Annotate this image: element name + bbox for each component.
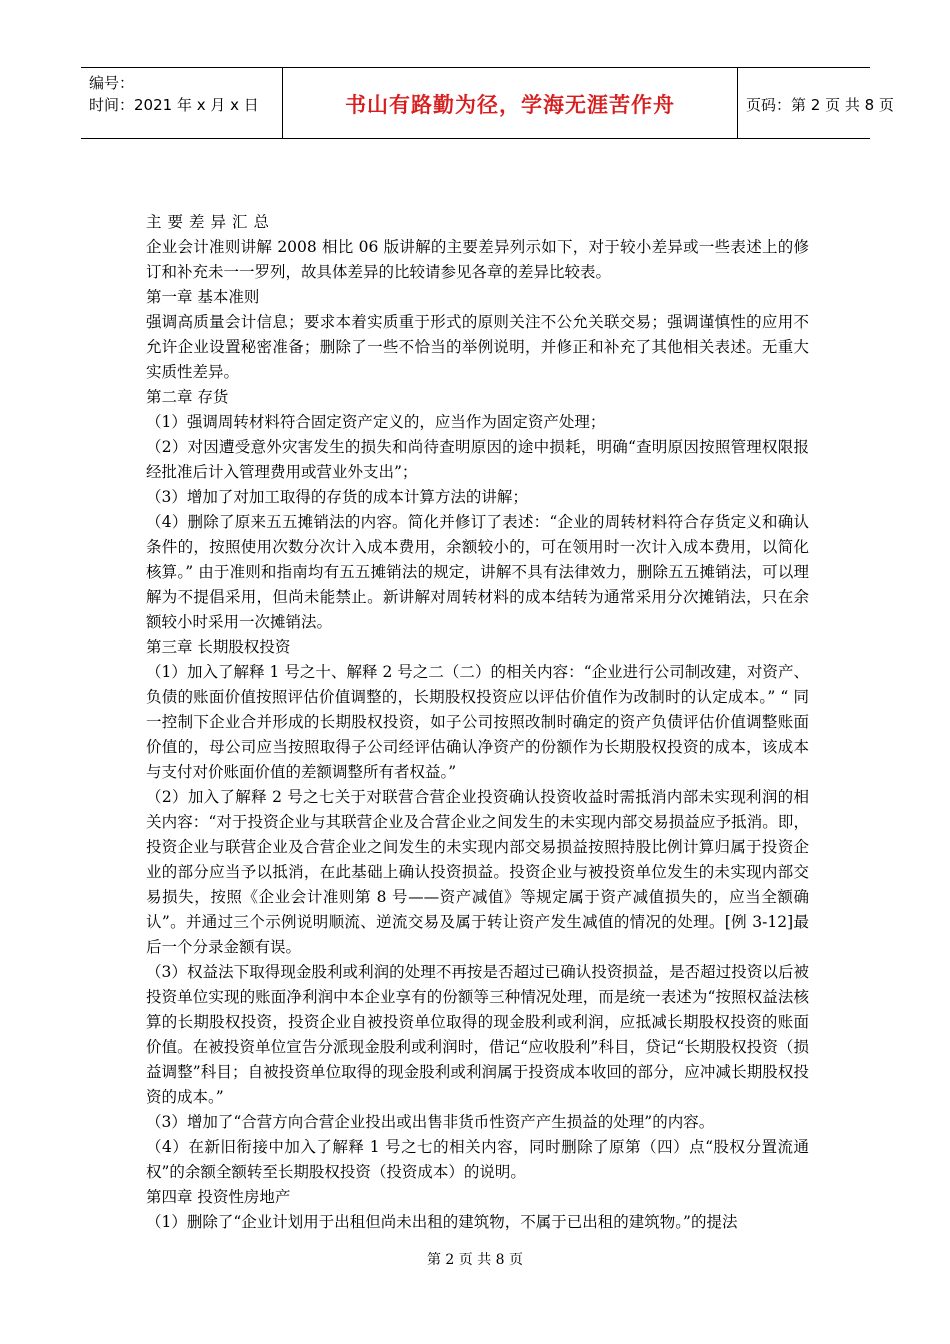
list-item: （4）删除了原来五五摊销法的内容。简化并修订了表述：“企业的周转材料符合存货定义和确认条件的，按照使用次数分次计入成本费用，余额较小的，可在领用时一次计入成本费用，以简化核算。” 由于准则和指南均有五五摊销法的规定，讲解不具有法律效力，删除五五摊销法，可以理解为不提倡采用，但尚未能禁止。新讲解对周转材料的成本结转为通常采用分次摊销法，只在余额较小时采用一次摊销法。	[146, 513, 809, 631]
chapter-heading: 第三章 长期股权投资	[146, 638, 291, 656]
document-number-label: 编号：	[89, 74, 135, 92]
list-item: （1）强调周转材料符合固定资产定义的，应当作为固定资产处理；	[146, 413, 606, 431]
page-footer: 第 2 页 共 8 页	[426, 1252, 524, 1268]
chapter-heading: 第二章 存货	[146, 388, 229, 406]
list-item: （3）增加了“合营方向合营企业投出或出售非货币性资产产生损益的处理”的内容。	[146, 1113, 715, 1131]
document-date-label: 时间：2021 年 x 月 x 日	[89, 96, 259, 114]
chapter-heading: 第四章 投资性房地产	[146, 1188, 291, 1206]
header-page-cell	[738, 68, 894, 138]
list-item: （4）在新旧衔接中加入了解释 1 号之七的相关内容，同时删除了原第（四）点“股权分置流通权”的余额全额转至长期股权投资（投资成本）的说明。	[146, 1138, 809, 1181]
intro-paragraph: 企业会计准则讲解 2008 相比 06 版讲解的主要差异列示如下，对于较小差异或一些表述上的修订和补充未一一罗列，故具体差异的比较请参见各章的差异比较表。	[146, 238, 809, 281]
header-meta-cell	[81, 68, 283, 138]
list-item: （2）对因遭受意外灾害发生的损失和尚待查明原因的途中损耗，明确“查明原因按照管理权限报经批准后计入管理费用或营业外支出”；	[146, 438, 809, 481]
chapter-heading: 第一章 基本准则	[146, 288, 260, 306]
section-title: 主要差异汇总	[146, 213, 276, 231]
paragraph: 强调高质量会计信息；要求本着实质重于形式的原则关注不公允关联交易；强调谨慎性的应用不允许企业设置秘密准备；删除了一些不恰当的举例说明，并修正和补充了其他相关表述。无重大实质性差异。	[146, 313, 809, 381]
page-header	[81, 67, 894, 139]
header-motto-cell	[283, 68, 738, 138]
header-motto: 书山有路勤为径，学海无涯苦作舟	[345, 93, 675, 117]
document-body	[146, 210, 809, 1235]
header-page-number: 页码：第 2 页 共 8 页	[746, 96, 894, 114]
list-item: （1）删除了“企业计划用于出租但尚未出租的建筑物，不属于已出租的建筑物。”的提法	[146, 1213, 738, 1231]
list-item: （1）加入了解释 1 号之十、解释 2 号之二（二）的相关内容：“企业进行公司制改建，对资产、负债的账面价值按照评估价值调整的，长期股权投资应以评估价值作为改制时的认定成本。” “ 同一控制下企业合并形成的长期股权投资，如子公司按照改制时确定的资产负债评估价值调整账面价值的，母公司应当按照取得子公司经评估确认净资产的份额作为长期股权投资的成本，该成本与支付对价账面价值的差额调整所有者权益。”	[146, 663, 809, 781]
list-item: （2）加入了解释 2 号之七关于对联营合营企业投资确认投资收益时需抵消内部未实现利润的相关内容：“对于投资企业与其联营企业及合营企业之间发生的未实现内部交易损益应予抵消。即，投资企业与联营企业及合营企业之间发生的未实现内部交易损益按照持股比例计算归属于投资企业的部分应当予以抵消，在此基础上确认投资损益。投资企业与被投资单位发生的未实现内部交易损失，按照《企业会计准则第 8 号——资产减值》等规定属于资产减值损失的，应当全额确认”。并通过三个示例说明顺流、逆流交易及属于转让资产发生减值的情况的处理。[例 3-12]最后一个分录金额有误。	[146, 788, 809, 956]
list-item: （3）增加了对加工取得的存货的成本计算方法的讲解；	[146, 488, 528, 506]
list-item: （3）权益法下取得现金股利或利润的处理不再按是否超过已确认投资损益，是否超过投资以后被投资单位实现的账面净利润中本企业享有的份额等三种情况处理，而是统一表述为“按照权益法核算的长期股权投资，投资企业自被投资单位取得的现金股利或利润，应抵减长期股权投资的账面价值。在被投资单位宣告分派现金股利或利润时，借记“应收股利”科目，贷记“长期股权投资（损益调整”科目；自被投资单位取得的现金股利或利润属于投资成本收回的部分，应冲减长期股权投资的成本。”	[146, 963, 809, 1106]
